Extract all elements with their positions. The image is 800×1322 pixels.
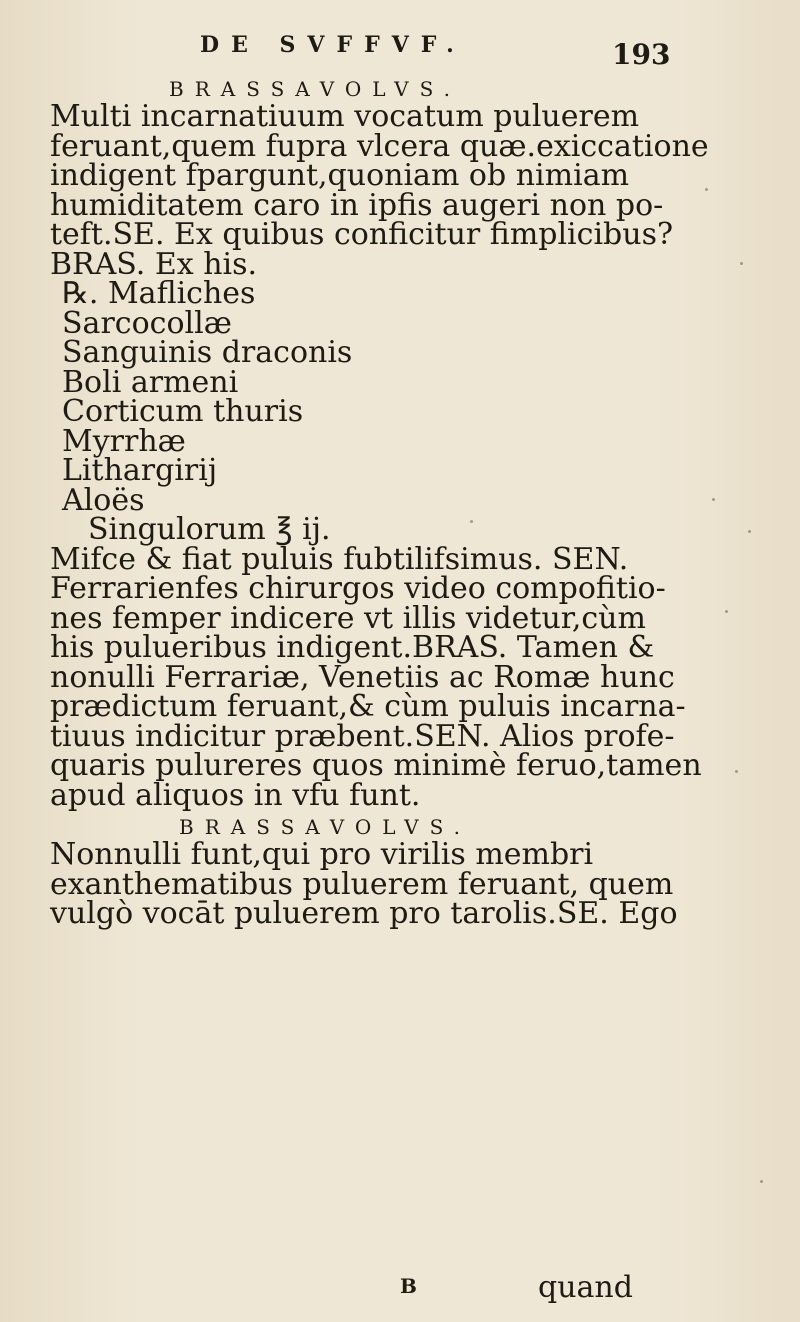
- text-line: vulgò vocāt puluerem pro tarolis.SE. Ego: [50, 896, 678, 931]
- text-line: his pulueribus indigent.BRAS. Tamen &: [50, 630, 655, 665]
- paper-speck: [748, 530, 751, 533]
- paper-speck: [712, 498, 715, 501]
- text-line: nes femper indicere vt illis videtur,cùm: [50, 600, 646, 636]
- text-line: Mifce & fiat puluis fubtilifsimus. SEN.: [50, 541, 629, 577]
- text-line: teft.SE. Ex quibus conficitur fimplicibus?: [50, 217, 674, 252]
- ingredient-line: ℞. Mafliches: [62, 276, 256, 311]
- speaker-heading: BRASSAVOLVS.: [179, 815, 471, 839]
- text-line: apud aliquos in vfu funt.: [50, 777, 421, 813]
- paper-speck: [760, 1180, 763, 1183]
- paper-speck: [705, 188, 708, 191]
- text-line: feruant,quem fupra vlcera quæ.exiccatione: [50, 128, 709, 164]
- text-line: Ferrarienfes chirurgos video compofitio-: [50, 571, 666, 606]
- ingredient-line: Lithargirij: [62, 453, 218, 488]
- ingredient-line: Corticum thuris: [62, 394, 304, 429]
- text-line: indigent fpargunt,quoniam ob nimiam: [50, 158, 630, 193]
- ingredient-line: Myrrhæ: [62, 423, 186, 459]
- text-block: [50, 72, 709, 931]
- paper-speck: [735, 770, 738, 773]
- ingredient-line: Sarcocollæ: [62, 305, 232, 341]
- text-line: humiditatem caro in ipfis augeri non po-: [50, 187, 664, 223]
- catchword: quand: [538, 1270, 633, 1305]
- running-title: DE SVFFVF.: [200, 32, 466, 58]
- text-line: nonulli Ferrariæ, Venetiis ac Romæ hunc: [50, 659, 675, 695]
- text-line: quaris pulureres quos minimè feruo,tamen: [50, 748, 702, 783]
- page-number: 193: [612, 38, 671, 71]
- paper-speck: [470, 520, 473, 523]
- paper-speck: [740, 262, 743, 265]
- text-line: prædictum feruant,& cùm puluis incarna-: [50, 689, 686, 724]
- text-line: tiuus indicitur præbent.SEN. Alios profe-: [50, 718, 675, 754]
- text-line: exanthematibus puluerem feruant, quem: [50, 866, 674, 902]
- page-footer: [0, 1270, 800, 1310]
- signature-mark: B: [400, 1274, 419, 1298]
- dose-line: Singulorum ℥ ij.: [88, 512, 331, 547]
- ingredient-line: Aloës: [62, 482, 145, 518]
- paper-speck: [725, 610, 728, 613]
- speaker-heading: BRASSAVOLVS.: [169, 77, 461, 101]
- text-line: BRAS. Ex his.: [50, 246, 258, 282]
- ingredient-line: Sanguinis draconis: [62, 335, 353, 370]
- ingredient-line: Boli armeni: [62, 364, 239, 400]
- text-line: Multi incarnatiuum vocatum puluerem: [50, 99, 640, 134]
- running-head: [0, 24, 800, 71]
- text-line: Nonnulli funt,qui pro virilis membri: [50, 837, 594, 872]
